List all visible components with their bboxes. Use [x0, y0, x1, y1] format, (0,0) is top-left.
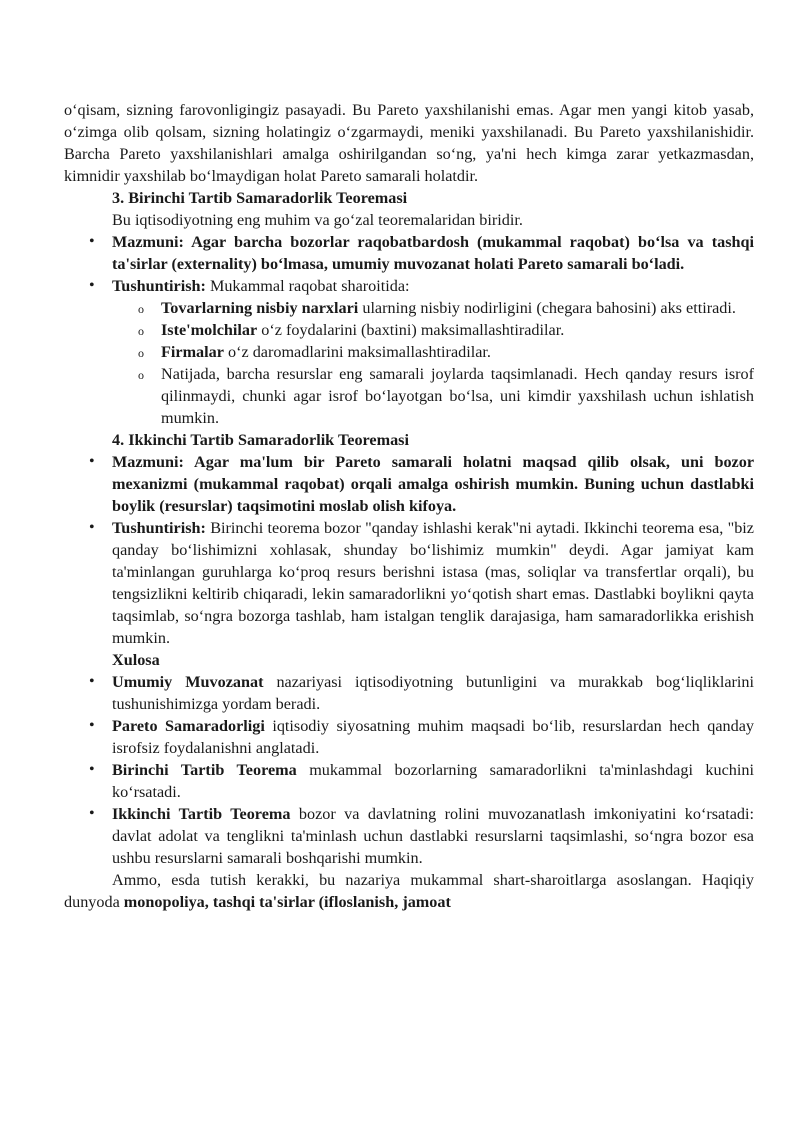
section-3-sub-bullets [112, 297, 754, 429]
mazmuni-label: Mazmuni: [112, 453, 184, 471]
section-3-heading: 3. Birinchi Tartib Samaradorlik Teoremasi [112, 189, 408, 207]
conclusion-item-bold: Ikkinchi Tartib Teorema [112, 805, 291, 823]
conclusion-bullets [64, 671, 754, 869]
sub-item-text: ularning nisbiy nodirligini (chegara bahosini) aks ettiradi. [358, 299, 736, 317]
conclusion-item [112, 715, 754, 759]
section-3-lead: Bu iqtisodiyotning eng muhim va go‘zal teoremalaridan biridir. [112, 211, 523, 229]
conclusion-heading: Xulosa [112, 651, 160, 669]
tushuntirish-label: Tushuntirish: [112, 277, 206, 295]
conclusion-item [112, 671, 754, 715]
conclusion-item-text: iqtisodiy siyosatning muhim maqsadi bo‘lib, resurslardan hech qanday isrofsiz foydalanishni anglatadi. [112, 717, 754, 757]
conclusion-item-bold: Umumiy Muvozanat [112, 673, 264, 691]
closing-text: Ammo, esda tutish kerakki, bu nazariya mukammal shart-sharoitlarga asoslangan. Haqiqiy dunyoda [64, 871, 754, 911]
sub-item [161, 297, 754, 319]
section-4-bullets [64, 451, 754, 649]
sub-item-text: o‘z foydalarini (baxtini) maksimallashtiradilar. [257, 321, 565, 339]
section-4-tushuntirish [112, 517, 754, 649]
mazmuni-text: Agar ma'lum bir Pareto samarali holatni maqsad qilib olsak, uni bozor mexanizmi (mukammal raqobat) orqali amalga oshirish mumkin. Buning uchun dastlabki boylik (resurslar) taqsimotini moslab olish kifoya. [112, 453, 754, 515]
sub-item-text: o‘z daromadlarini maksimallashtiradilar. [223, 343, 491, 361]
sub-item [161, 319, 754, 341]
sub-item [161, 341, 754, 363]
sub-item-bold: Iste'molchilar [161, 321, 258, 339]
section-4-mazmuni [112, 451, 754, 517]
section-3-tushuntirish [112, 275, 754, 429]
mazmuni-text: Agar barcha bozorlar raqobatbardosh (mukammal raqobat) bo‘lsa va tashqi ta'sirlar (externality) bo‘lmasa, umumiy muvozanat holati Pareto samarali bo‘ladi. [112, 233, 754, 273]
conclusion-item-text: nazariyasi iqtisodiyotning butunligini va murakkab bog‘liqliklarini tushunishimizga yordam beradi. [112, 673, 754, 713]
closing-paragraph [64, 869, 754, 913]
sub-item [161, 363, 754, 429]
conclusion-item-text: bozor va davlatning rolini muvozanatlash imkoniyatini ko‘rsatadi: davlat adolat va tenglikni ta'minlash uchun dastlabki resurslarni taqsimlashi, so‘ngra bozor esa ushbu resurslarni samarali boshqarishi mumkin. [112, 805, 754, 867]
conclusion-item [112, 803, 754, 869]
closing-bold-text: monopoliya, tashqi ta'sirlar (ifloslanish, jamoat [123, 893, 451, 911]
section-3-bullets [64, 231, 754, 429]
conclusion-item [112, 759, 754, 803]
tushuntirish-text: Birinchi teorema bozor "qanday ishlashi kerak"ni aytadi. Ikkinchi teorema esa, "biz qanday bo‘lishimizni xohlasak, shunday bo‘lishimiz mumkin" deydi. Agar jamiyat kam ta'minlangan guruhlarga ko‘proq resurs berishni istasa (mas, soliqlar va transfertlar orqali), bu tengsizlikni keltirib chiqaradi, lekin samaradorlikni yo‘qotish shart emas. Dastlabki boylikni qayta taqsimlab, so‘ngra bozorga tashlab, ham istalgan tenglik darajasiga, ham samaradorlikka erishish mumkin. [112, 519, 754, 647]
section-4-heading: 4. Ikkinchi Tartib Samaradorlik Teoremasi [112, 431, 409, 449]
sub-item-bold: Firmalar [161, 343, 224, 361]
conclusion-item-text: mukammal bozorlarning samaradorlikni ta'minlashdagi kuchini ko‘rsatadi. [112, 761, 754, 801]
intro-paragraph: o‘qisam, sizning farovonligingiz pasayadi. Bu Pareto yaxshilanishi emas. Agar men yangi kitob yasab, o‘zimga olib qolsam, sizning holatingiz o‘zgarmaydi, meniki yaxshilanadi. Bu Pareto yaxshilanishidir. Barcha Pareto yaxshilanishlari amalga oshirilgandan so‘ng, ya'ni hech kimga zarar yetkazmasdan, kimnidir yaxshilab bo‘lmaydigan holat Pareto samarali holatdir. [64, 101, 754, 185]
sub-item-text: Natijada, barcha resurslar eng samarali joylarda taqsimlanadi. Hech qanday resurs isrof qilinmaydi, chunki agar isrof bo‘layotgan bo‘lsa, uni kimdir yaxshilash uchun ishlatish mumkin. [161, 365, 754, 427]
tushuntirish-text: Mukammal raqobat sharoitida: [205, 277, 410, 295]
conclusion-item-bold: Pareto Samaradorligi [112, 717, 265, 735]
mazmuni-label: Mazmuni: [112, 233, 184, 251]
conclusion-item-bold: Birinchi Tartib Teorema [112, 761, 297, 779]
section-3-mazmuni [112, 231, 754, 275]
document-body [64, 99, 754, 913]
tushuntirish-label: Tushuntirish: [112, 519, 206, 537]
sub-item-bold: Tovarlarning nisbiy narxlari [161, 299, 359, 317]
